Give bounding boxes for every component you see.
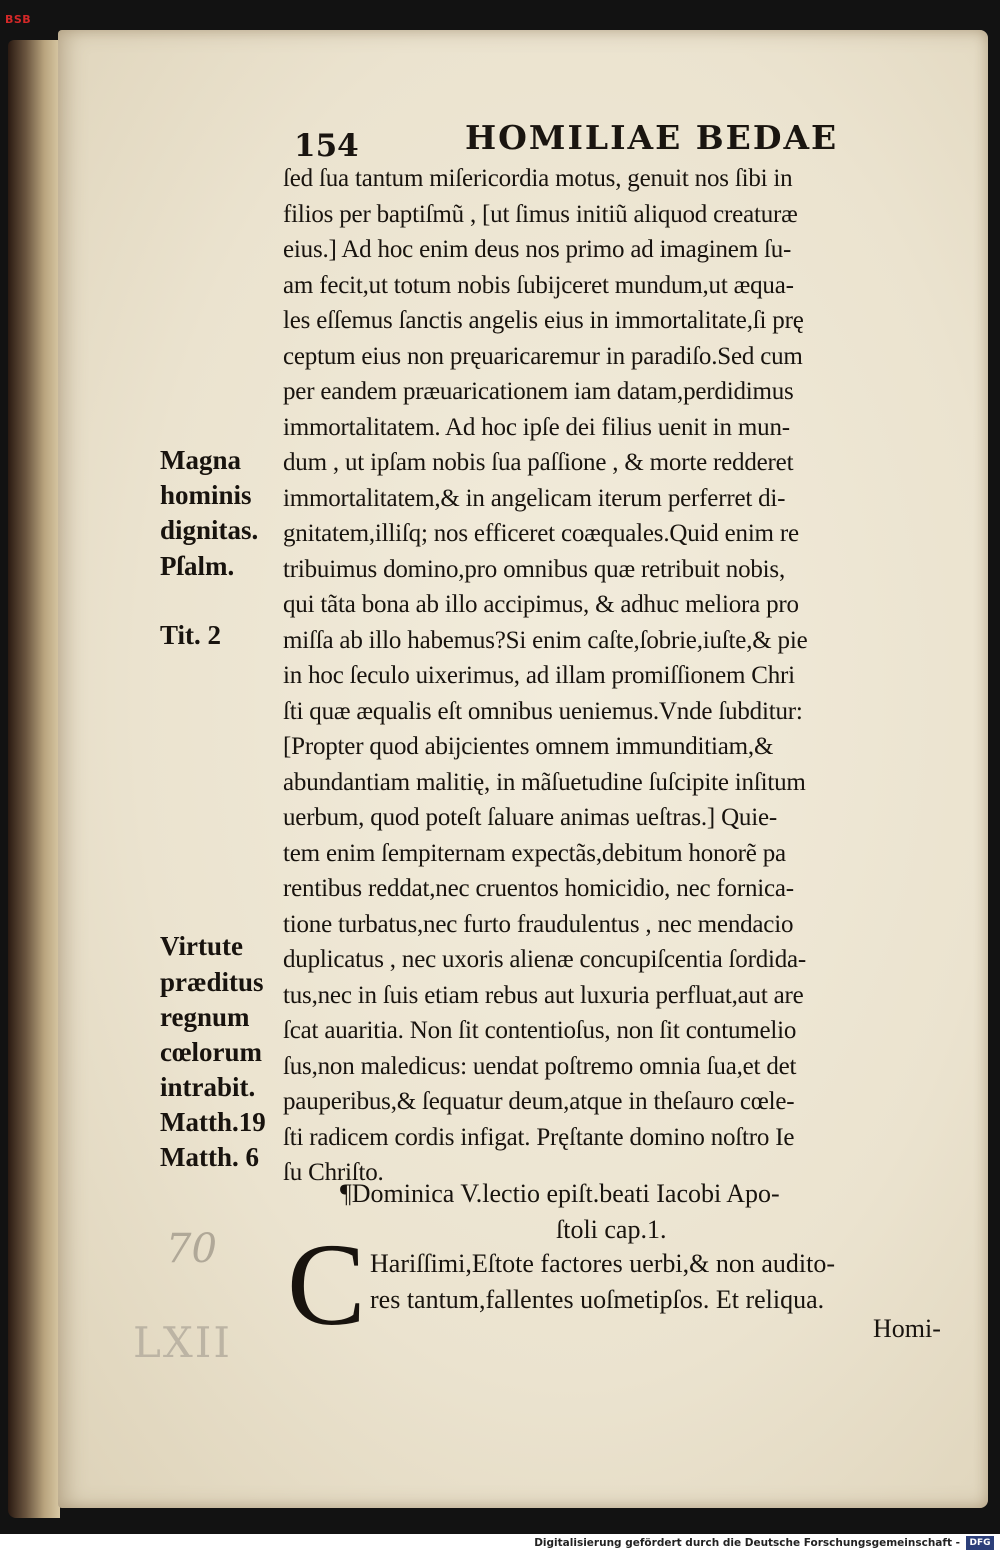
book-edge — [8, 40, 60, 1518]
text-line: les eſſemus ſanctis angelis eius in immortalitate,ſi prę — [283, 307, 804, 334]
text-line: rentibus reddat,nec cruentos homicidio, nec fornica- — [283, 875, 794, 902]
text-line: [Propter quod abijcientes omnem immunditiam,& — [283, 733, 774, 760]
margin-note: intrabit. — [160, 1072, 256, 1102]
heading-line: ſtoli cap.1. — [556, 1215, 667, 1244]
footer-bar — [0, 1534, 1000, 1554]
text-line: ceptum eius non pręuaricaremur in paradiſo.Sed cum — [283, 342, 803, 370]
text-line: abundantiam malitię, in mãſuetudine ſuſcipite inſitum — [283, 768, 806, 796]
margin-note: dignitas. — [160, 515, 259, 545]
text-line: ſu Chriſto. — [283, 1159, 384, 1186]
page-header — [0, 118, 1000, 164]
lesson-text — [370, 1246, 835, 1318]
pencil-annotation: 70 — [166, 1226, 217, 1272]
margin-note: Pſalm. — [160, 551, 235, 581]
margin-note: Matth. 6 — [160, 1142, 259, 1172]
margin-note: hominis — [160, 480, 252, 510]
section-heading — [340, 1176, 940, 1248]
margin-note: regnum — [160, 1002, 250, 1032]
text-line: tribuimus domino,pro omnibus quæ retribuit nobis, — [283, 555, 786, 583]
text-line: ſcat auaritia. Non ſit contentioſus, non ſit contumelio — [283, 1017, 797, 1044]
page-number: 154 — [294, 128, 359, 164]
text-line: in hoc ſeculo uixerimus, ad illam promiſſionem Chri — [283, 662, 795, 689]
margin-note: Virtute — [160, 931, 243, 961]
text-line: Hariſſimi,Eſtote factores uerbi,& non audito- — [370, 1249, 835, 1278]
text-line: duplicatus , nec uxoris alienæ concupiſcentia ſordida- — [283, 946, 807, 973]
margin-note: Magna — [160, 445, 241, 475]
text-line: res tantum,fallentes uoſmetipſos. Et reliqua. — [370, 1285, 825, 1314]
catchword: Homi- — [873, 1314, 941, 1343]
text-line: pauperibus,& ſequatur deum,atque in theſauro cœle- — [283, 1088, 795, 1115]
margin-note: Matth.19 — [160, 1107, 266, 1137]
heading-line: ¶Dominica V.lectio epiſt.beati Iacobi Apo- — [340, 1179, 780, 1208]
text-line: miſſa ab illo habemus?Si enim caſte,ſobrie,iuſte,& pie — [283, 626, 808, 654]
bsb-watermark: BSB — [5, 13, 32, 26]
running-title: HOMILIAE BEDAE — [465, 118, 839, 157]
text-line: ſti quæ æqualis eſt omnibus ueniemus.Vnde ſubditur: — [283, 697, 803, 725]
text-line: uerbum, quod poteſt ſaluare animas ueſtras.] Quie- — [283, 804, 778, 831]
text-line: tem enim ſempiternam expectãs,debitum honorẽ pa — [283, 839, 786, 867]
drop-cap: C — [287, 1219, 366, 1350]
dfg-logo: DFG — [966, 1536, 994, 1550]
text-line: qui tãta bona ab illo accipimus, & adhuc meliora pro — [283, 591, 799, 618]
text-line: immortalitatem. Ad hoc ipſe dei filius uenit in mun- — [283, 413, 790, 441]
text-line: eius.] Ad hoc enim deus nos primo ad imaginem ſu- — [283, 236, 792, 263]
text-line: tus,nec in ſuis etiam rebus aut luxuria perfluat,aut are — [283, 981, 804, 1009]
text-line: filios per baptiſmũ , [ut ſimus initiũ aliquod creaturæ — [283, 200, 798, 228]
margin-note: Tit. 2 — [160, 620, 222, 650]
text-line: ſti radicem cordis infigat. Pręſtante domino noſtro Ie — [283, 1123, 795, 1151]
footer-credit: Digitalisierung gefördert durch die Deutsche Forschungsgemeinschaft - — [534, 1537, 960, 1549]
margin-note: cœlorum — [160, 1037, 262, 1067]
text-line: dum , ut ipſam nobis ſua paſſione , & morte redderet — [283, 449, 794, 476]
text-line: ſus,non maledicus: uendat poſtremo omnia ſua,et det — [283, 1052, 797, 1080]
text-line: am fecit,ut totum nobis ſubijceret mundum,ut æqua- — [283, 271, 794, 299]
text-line: immortalitatem,& in angelicam iterum perferret di- — [283, 484, 786, 512]
pencil-annotation: LXII — [133, 1318, 232, 1367]
body-text — [283, 161, 968, 1191]
text-line: ſed ſua tantum miſericordia motus, genuit nos ſibi in — [283, 165, 793, 192]
text-line: gnitatem,illiſq; nos efficeret coæquales.Quid enim re — [283, 520, 799, 547]
margin-note: præditus — [160, 967, 264, 997]
text-line: per eandem præuaricationem iam datam,perdidimus — [283, 378, 794, 405]
text-line: tione turbatus,nec furto fraudulentus , nec mendacio — [283, 910, 794, 938]
